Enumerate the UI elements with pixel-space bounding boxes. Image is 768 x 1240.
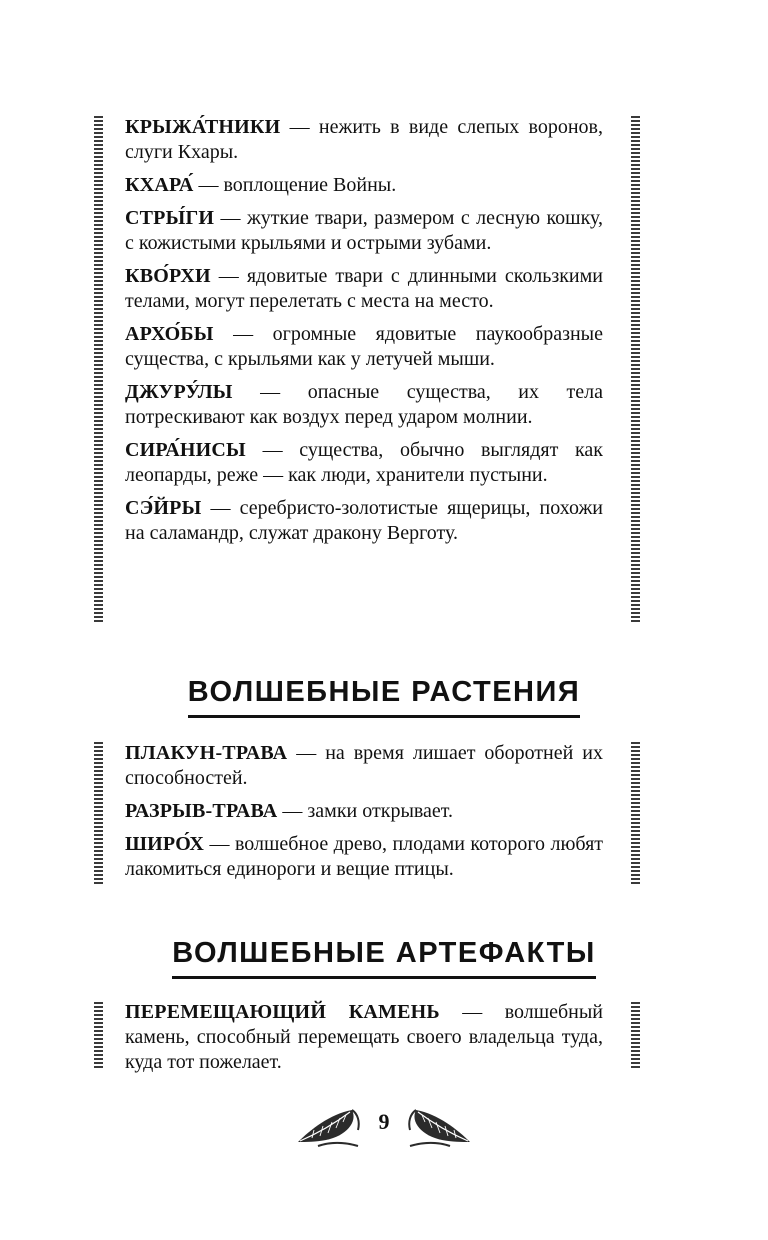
entry-term: РАЗРЫВ-ТРАВА [125,800,278,822]
left-border-stripe [94,1002,103,1070]
entry-term: СТРЫ́ГИ [125,207,215,229]
entry-term: КВО́РХИ [125,265,211,287]
entry-term: АРХО́БЫ [125,323,214,345]
entry-definition: воплощение Войны. [223,174,397,196]
entry-term: КХАРА́ [125,174,194,196]
glossary-entry: ПЛАКУН-ТРАВА — на время лишает оборотней их способностей. [125,742,603,789]
entry-term: ДЖУРУ́ЛЫ [125,381,233,403]
entry-definition: существа, обычно выглядят как леопарды, реже — как люди, хранители пустыни. [125,439,603,486]
entry-term: СИРА́НИСЫ [125,439,246,461]
page-folio [290,1096,478,1152]
glossary-entry: КРЫЖА́ТНИКИ — нежить в виде слепых воронов, слуги Кхары. [125,116,604,163]
entry-definition: на время лишает оборотней их способностей. [125,742,603,789]
glossary-entry: СТРЫ́ГИ — жуткие твари, размером с лесную кошку, с кожистыми крыльями и острыми зубами. [125,207,604,254]
left-border-stripe [94,116,103,622]
glossary-list [125,1000,603,1075]
entry-term: ШИРО́Х [125,833,205,855]
entry-definition: опасные существа, их тела потрескивают как воздух перед ударом молнии. [125,381,604,428]
section-heading: ВОЛШЕБНЫЕ АРТЕФАКТЫ [172,937,595,979]
entry-definition: волшебное древо, плодами которого любят лакомиться единороги и вещие птицы. [125,833,604,880]
section-heading: ВОЛШЕБНЫЕ РАСТЕНИЯ [188,676,580,718]
right-border-stripe [631,742,640,884]
glossary-entry: ШИРО́Х — волшебное древо, плодами которого любят лакомиться единороги и вещие птицы. [125,833,604,880]
glossary-entry: ПЕРЕМЕЩАЮЩИЙ КАМЕНЬ — волшебный камень, способный перемещать своего владельца туда, куда тот пожелает. [125,1001,604,1073]
entry-definition: ядовитые твари с длинными скользкими телами, могут перелетать с места на место. [125,265,603,312]
glossary-list [125,741,603,882]
entry-term: КРЫЖА́ТНИКИ [125,116,281,138]
glossary-entry: ДЖУРУ́ЛЫ — опасные существа, их тела потрескивают как воздух перед ударом молнии. [125,381,604,428]
right-border-stripe [631,116,640,622]
leaf-ornament-icon [290,1096,478,1152]
glossary-entry: КВО́РХИ — ядовитые твари с длинными скользкими телами, могут перелетать с места на место. [125,265,603,312]
page-number: 9 [378,1109,390,1134]
entry-definition: замки открывает. [307,800,454,822]
magic-artifacts-heading-wrap [0,937,768,979]
right-border-stripe [631,1002,640,1070]
glossary-entry: СИРА́НИСЫ — существа, обычно выглядят как леопарды, реже — как люди, хранители пустыни. [125,439,603,486]
glossary-entry: СЭ́ЙРЫ — серебристо-золотистые ящерицы, похожи на саламандр, служат дракону Верготу. [125,497,603,544]
entry-term: ПЛАКУН-ТРАВА [125,742,288,764]
entry-definition: нежить в виде слепых воронов, слуги Кхары. [125,116,604,163]
glossary-list [125,115,603,546]
entry-term: ПЕРЕМЕЩАЮЩИЙ КАМЕНЬ [125,1001,440,1023]
entry-definition: волшебный камень, способный перемещать своего владельца туда, куда тот пожелает. [125,1001,604,1073]
glossary-entry: РАЗРЫВ-ТРАВА — замки открывает. [125,800,454,822]
left-border-stripe [94,742,103,884]
entry-definition: жуткие твари, размером с лесную кошку, с кожистыми крыльями и острыми зубами. [125,207,604,254]
magic-plants-heading-wrap [0,676,768,718]
entry-definition: огромные ядовитые паукообразные существа, с крыльями как у летучей мыши. [125,323,603,370]
glossary-entry: АРХО́БЫ — огромные ядовитые паукообразные существа, с крыльями как у летучей мыши. [125,323,603,370]
right-leaf-icon [409,1110,470,1146]
entry-term: СЭ́ЙРЫ [125,497,202,519]
glossary-entry: КХАРА́ — воплощение Войны. [125,174,397,196]
entry-definition: серебристо-золотистые ящерицы, похожи на саламандр, служат дракону Верготу. [125,497,603,544]
left-leaf-icon [298,1110,359,1146]
